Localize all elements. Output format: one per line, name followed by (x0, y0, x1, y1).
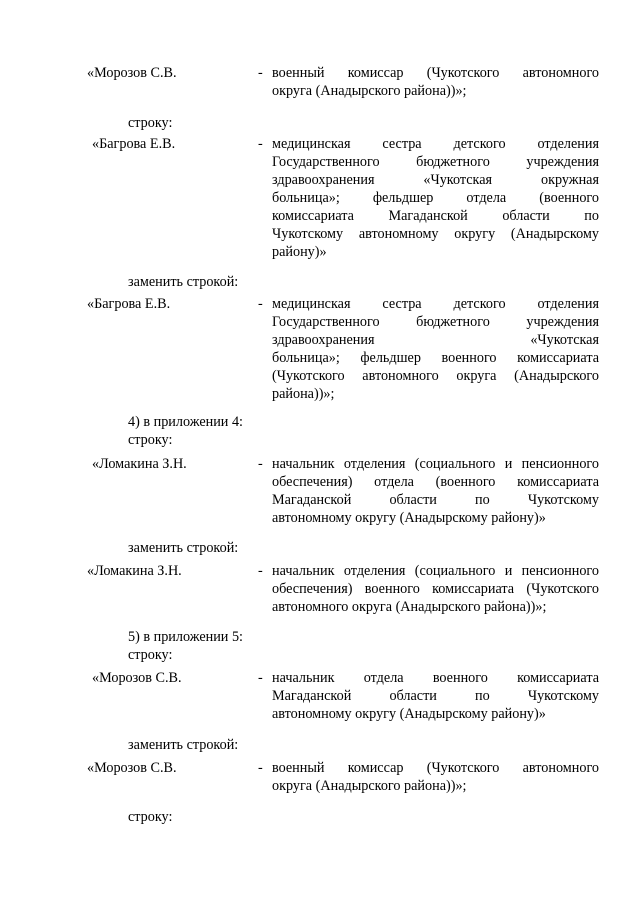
entry-description (272, 455, 599, 527)
desc-line: здравоохранения «Чукотская окружная (272, 172, 599, 188)
label-stroku: строку: (128, 432, 173, 448)
entry-name: «Ломакина З.Н. (92, 456, 187, 472)
entry-dash: - (258, 670, 263, 686)
desc-line: комиссариата Магаданской области по (272, 208, 599, 224)
desc-line: обеспечения) военного комиссариата (Чукотского (272, 581, 599, 597)
desc-line: обеспечения) отдела (военного комиссариата (272, 474, 599, 490)
entry-name: «Морозов С.В. (92, 670, 182, 686)
desc-line: автономному округу (Анадырскому району)» (272, 706, 546, 722)
label-zamenit: заменить строкой: (128, 540, 239, 556)
desc-line: Государственного бюджетного учреждения (272, 314, 599, 330)
entry-dash: - (258, 136, 263, 152)
desc-line: медицинская сестра детского отделения (272, 296, 599, 312)
label-pril4: 4) в приложении 4: (128, 414, 243, 430)
desc-line: больница»; фельдшер отдела (военного (272, 190, 599, 206)
entry-name: «Ломакина З.Н. (87, 563, 182, 579)
entry-dash: - (258, 296, 263, 312)
desc-line: военный комиссар (Чукотского автономного (272, 65, 599, 81)
label-zamenit: заменить строкой: (128, 274, 239, 290)
desc-line: Магаданской области по Чукотскому (272, 492, 599, 508)
desc-line: начальник отделения (социального и пенсионного (272, 456, 599, 472)
entry-description (272, 669, 599, 723)
entry-dash: - (258, 760, 263, 776)
desc-line: начальник отделения (социального и пенсионного (272, 563, 599, 579)
label-pril5: 5) в приложении 5: (128, 629, 243, 645)
desc-line: Чукотскому автономному округу (Анадырскому (272, 226, 599, 242)
label-stroku: строку: (128, 647, 173, 663)
entry-name: «Багрова Е.В. (87, 296, 171, 312)
desc-line: округа (Анадырского района))»; (272, 83, 467, 99)
entry-name: «Морозов С.В. (87, 65, 177, 81)
label-zamenit: заменить строкой: (128, 737, 239, 753)
label-stroku: строку: (128, 115, 173, 131)
entry-dash: - (258, 563, 263, 579)
label-stroku: строку: (128, 809, 173, 825)
entry-description (272, 135, 599, 261)
desc-line: автономному округу (Анадырскому району)» (272, 510, 546, 526)
entry-name: «Багрова Е.В. (92, 136, 176, 152)
desc-line: больница»; фельдшер военного комиссариата (272, 350, 599, 366)
entry-dash: - (258, 456, 263, 472)
desc-line: медицинская сестра детского отделения (272, 136, 599, 152)
entry-description (272, 295, 599, 403)
desc-line: округа (Анадырского района))»; (272, 778, 467, 794)
desc-line: военный комиссар (Чукотского автономного (272, 760, 599, 776)
desc-line: району)» (272, 244, 327, 260)
desc-line: Государственного бюджетного учреждения (272, 154, 599, 170)
entry-description (272, 562, 599, 616)
desc-line: (Чукотского автономного округа (Анадырского (272, 368, 599, 384)
entry-description (272, 759, 599, 795)
entry-name: «Морозов С.В. (87, 760, 177, 776)
desc-line: Магаданской области по Чукотскому (272, 688, 599, 704)
desc-line: здравоохранения «Чукотская (272, 332, 599, 348)
entry-dash: - (258, 65, 263, 81)
entry-description (272, 64, 599, 100)
desc-line: начальник отдела военного комиссариата (272, 670, 599, 686)
desc-line: района))»; (272, 386, 335, 402)
desc-line: автономного округа (Анадырского района))»; (272, 599, 547, 615)
